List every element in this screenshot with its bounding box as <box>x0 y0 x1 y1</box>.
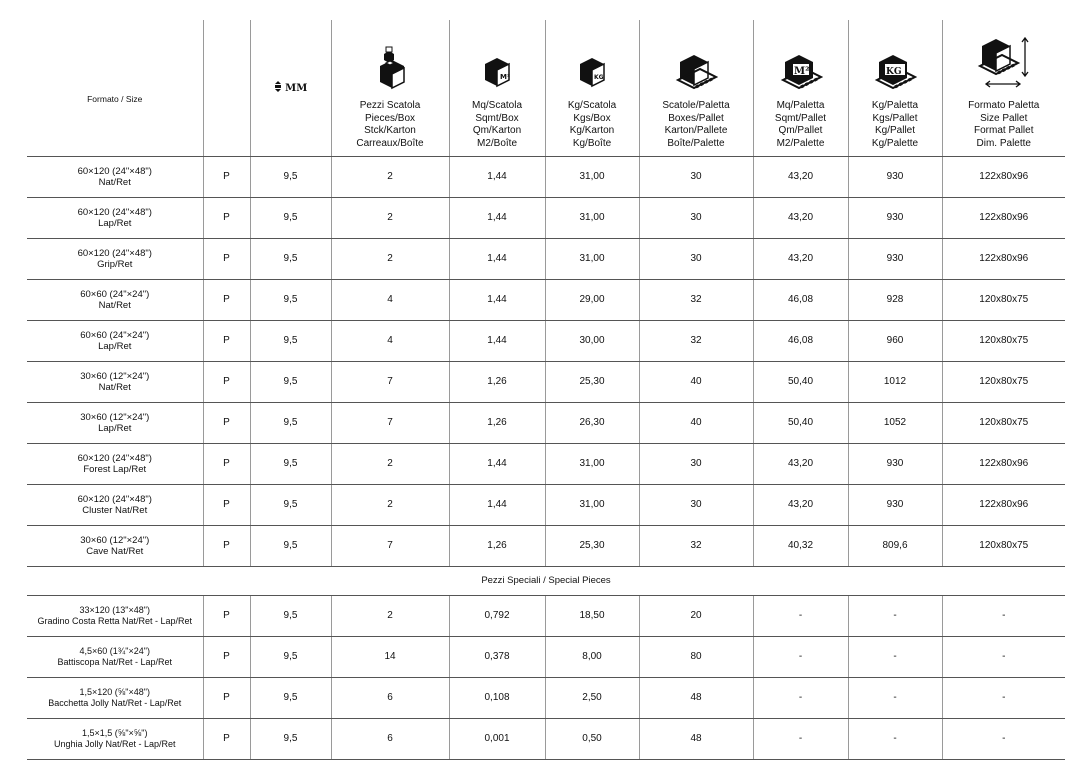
sqm-pallet-cell: 43,20 <box>753 198 848 239</box>
pieces-cell: 14 <box>331 637 449 678</box>
pallet-m2-label: M² <box>793 66 809 77</box>
header-kg-box <box>545 20 639 157</box>
header-pallet-size-line4: Dim. Palette <box>976 137 1031 149</box>
pieces-cell: 4 <box>331 280 449 321</box>
finish-label: Gradino Costa Retta Nat/Ret - Lap/Ret <box>37 616 193 626</box>
pallet-size-cell: 122x80x96 <box>942 444 1065 485</box>
special-rows <box>27 596 1065 760</box>
finish-label: Nat/Ret <box>98 177 131 188</box>
size-cell <box>27 198 203 239</box>
pallet-size-cell: 120x80x75 <box>942 321 1065 362</box>
boxes-pallet-cell: 32 <box>639 526 753 567</box>
pallet-m2-icon <box>779 50 823 90</box>
mm-cell: 9,5 <box>250 444 331 485</box>
sqm-box-cell: 1,44 <box>449 485 545 526</box>
pallet-size-cell: 120x80x75 <box>942 280 1065 321</box>
pallet-size-cell: - <box>942 637 1065 678</box>
pallet-size-cell: - <box>942 596 1065 637</box>
special-title: Pezzi Speciali / Special Pieces <box>27 567 1065 596</box>
size-cell <box>27 596 203 637</box>
pallet-kg-icon <box>873 50 917 90</box>
boxes-pallet-cell: 30 <box>639 485 753 526</box>
header-sqm-pallet-line2: Sqmt/Pallet <box>774 112 827 124</box>
box-tiles-icon <box>372 46 408 90</box>
header-kg-pallet-line4: Kg/Palette <box>871 137 919 149</box>
mm-cell: 9,5 <box>250 403 331 444</box>
sqm-box-cell: 1,44 <box>449 239 545 280</box>
kg-pallet-cell: - <box>848 596 942 637</box>
header-pieces-line1: Pezzi Scatola <box>359 100 421 111</box>
boxes-pallet-cell: 30 <box>639 444 753 485</box>
table-row <box>27 485 1065 526</box>
sqm-box-cell: 1,44 <box>449 321 545 362</box>
kg-pallet-cell: 960 <box>848 321 942 362</box>
sqm-pallet-cell: - <box>753 637 848 678</box>
mm-cell: 9,5 <box>250 719 331 760</box>
kg-box-cell: 31,00 <box>545 239 639 280</box>
header-mm <box>250 20 331 157</box>
table-row <box>27 157 1065 198</box>
table-row <box>27 637 1065 678</box>
mm-cell: 9,5 <box>250 157 331 198</box>
size-cell <box>27 239 203 280</box>
mm-cell: 9,5 <box>250 485 331 526</box>
thickness-icon <box>274 83 285 94</box>
pallet-size-cell: 122x80x96 <box>942 485 1065 526</box>
finish-label: Cluster Nat/Ret <box>82 505 148 516</box>
size-cell <box>27 678 203 719</box>
header-boxes-pallet <box>639 20 753 157</box>
pieces-cell: 6 <box>331 719 449 760</box>
pallet-size-cell: 120x80x75 <box>942 403 1065 444</box>
header-mm-label: MM <box>285 82 308 94</box>
header-kg-pallet-line1: Kg/Paletta <box>871 100 919 111</box>
header-pallet-size <box>942 20 1065 157</box>
size-label: 30×60 (12"×24") <box>80 411 150 423</box>
finish-label: Cave Nat/Ret <box>86 546 144 557</box>
table-row <box>27 719 1065 760</box>
special-title-row <box>27 567 1065 596</box>
kg-pallet-cell: 928 <box>848 280 942 321</box>
mm-cell: 9,5 <box>250 362 331 403</box>
pallet-size-cell: - <box>942 719 1065 760</box>
size-label: 30×60 (12"×24") <box>80 534 150 546</box>
size-label: 60×120 (24"×48") <box>77 165 152 177</box>
kg-box-cell: 30,00 <box>545 321 639 362</box>
boxes-pallet-cell: 40 <box>639 362 753 403</box>
header-formato: Formato / Size <box>27 20 203 157</box>
sqm-box-cell: 0,378 <box>449 637 545 678</box>
header-kg-box-line1: Kg/Scatola <box>567 100 617 111</box>
size-cell <box>27 321 203 362</box>
kg-pallet-cell: 1012 <box>848 362 942 403</box>
p-cell: P <box>203 157 250 198</box>
pieces-cell: 4 <box>331 321 449 362</box>
special-section <box>27 567 1065 596</box>
mm-cell: 9,5 <box>250 526 331 567</box>
size-label: 4,5×60 (1¾"×24") <box>79 645 150 656</box>
pallet-size-cell: - <box>942 678 1065 719</box>
table-row <box>27 239 1065 280</box>
boxes-pallet-cell: 48 <box>639 678 753 719</box>
kg-pallet-cell: 930 <box>848 444 942 485</box>
kg-box-cell: 31,00 <box>545 444 639 485</box>
sqm-box-cell: 1,26 <box>449 403 545 444</box>
size-cell <box>27 485 203 526</box>
header-pallet-size-line1: Formato Paletta <box>968 100 1040 111</box>
pallet-size-cell: 120x80x75 <box>942 362 1065 403</box>
sqm-box-cell: 1,44 <box>449 198 545 239</box>
header-row <box>27 20 1065 157</box>
size-cell <box>27 526 203 567</box>
kg-box-cell: 18,50 <box>545 596 639 637</box>
size-label: 1,5×120 (⅝"×48") <box>79 686 150 697</box>
sqm-pallet-cell: - <box>753 678 848 719</box>
size-label: 1,5×1,5 (⅝"×⅝") <box>82 727 148 738</box>
sqm-box-cell: 0,792 <box>449 596 545 637</box>
sqm-pallet-cell: 43,20 <box>753 239 848 280</box>
kg-box-cell: 0,50 <box>545 719 639 760</box>
box-kg-icon <box>574 54 610 90</box>
table-row <box>27 444 1065 485</box>
pallet-boxes-icon <box>674 50 718 90</box>
header-pallet-size-line2: Size Pallet <box>980 112 1028 124</box>
table-row <box>27 403 1065 444</box>
pallet-kg-label: KG <box>886 67 902 77</box>
header-kg-box-line2: Kgs/Box <box>573 112 611 124</box>
kg-box-cell: 2,50 <box>545 678 639 719</box>
sqm-box-cell: 0,001 <box>449 719 545 760</box>
finish-label: Forest Lap/Ret <box>83 464 147 475</box>
p-cell: P <box>203 403 250 444</box>
finish-label: Lap/Ret <box>98 341 132 352</box>
sqm-pallet-cell: 43,20 <box>753 157 848 198</box>
p-cell: P <box>203 596 250 637</box>
boxes-pallet-cell: 40 <box>639 403 753 444</box>
header-kg-box-line3: Kg/Karton <box>569 125 615 136</box>
mm-cell: 9,5 <box>250 321 331 362</box>
kg-pallet-cell: 930 <box>848 157 942 198</box>
boxes-pallet-cell: 32 <box>639 321 753 362</box>
mm-cell: 9,5 <box>250 239 331 280</box>
mm-cell: 9,5 <box>250 637 331 678</box>
kg-pallet-cell: 809,6 <box>848 526 942 567</box>
header-kg-pallet-line3: Kg/Pallet <box>874 125 916 136</box>
finish-label: Bacchetta Jolly Nat/Ret - Lap/Ret <box>48 698 182 708</box>
header-blank <box>203 20 250 157</box>
icon-kg-label: KG <box>594 74 604 81</box>
header-sqm-pallet-line3: Qm/Pallet <box>778 125 823 136</box>
kg-pallet-cell: 1052 <box>848 403 942 444</box>
kg-pallet-cell: 930 <box>848 198 942 239</box>
header-pieces-line2: Pieces/Box <box>364 112 416 124</box>
pieces-cell: 2 <box>331 157 449 198</box>
p-cell: P <box>203 321 250 362</box>
kg-pallet-cell: 930 <box>848 239 942 280</box>
pallet-dimensions-icon <box>976 36 1032 90</box>
boxes-pallet-cell: 30 <box>639 239 753 280</box>
header-pieces-line3: Stck/Karton <box>364 125 416 136</box>
sqm-pallet-cell: - <box>753 596 848 637</box>
mm-cell: 9,5 <box>250 198 331 239</box>
boxes-pallet-cell: 20 <box>639 596 753 637</box>
pieces-cell: 2 <box>331 444 449 485</box>
p-cell: P <box>203 444 250 485</box>
p-cell: P <box>203 719 250 760</box>
table-row <box>27 321 1065 362</box>
kg-pallet-cell: 930 <box>848 485 942 526</box>
p-cell: P <box>203 485 250 526</box>
size-cell <box>27 719 203 760</box>
finish-label: Battiscopa Nat/Ret - Lap/Ret <box>57 657 173 667</box>
p-cell: P <box>203 198 250 239</box>
size-cell <box>27 157 203 198</box>
size-label: 60×120 (24"×48") <box>77 452 152 464</box>
kg-box-cell: 31,00 <box>545 485 639 526</box>
pieces-cell: 7 <box>331 362 449 403</box>
packing-table-sheet <box>27 20 1065 760</box>
mm-cell: 9,5 <box>250 678 331 719</box>
sqm-box-cell: 1,44 <box>449 157 545 198</box>
table-row <box>27 678 1065 719</box>
sqm-box-cell: 1,44 <box>449 280 545 321</box>
kg-box-cell: 25,30 <box>545 526 639 567</box>
pieces-cell: 7 <box>331 403 449 444</box>
header-sqm-pallet-line4: M2/Palette <box>776 137 825 149</box>
table-row <box>27 198 1065 239</box>
header-pieces-line4: Carreaux/Boîte <box>356 137 424 149</box>
kg-box-cell: 31,00 <box>545 157 639 198</box>
finish-label: Nat/Ret <box>98 382 131 393</box>
p-cell: P <box>203 239 250 280</box>
sqm-box-cell: 1,26 <box>449 526 545 567</box>
size-cell <box>27 362 203 403</box>
sqm-pallet-cell: 46,08 <box>753 321 848 362</box>
header-kg-box-line4: Kg/Boîte <box>572 137 612 149</box>
sqm-pallet-cell: 43,20 <box>753 485 848 526</box>
pieces-cell: 2 <box>331 596 449 637</box>
sqm-pallet-cell: - <box>753 719 848 760</box>
p-cell: P <box>203 280 250 321</box>
header-pieces-box <box>331 20 449 157</box>
kg-box-cell: 26,30 <box>545 403 639 444</box>
kg-box-cell: 8,00 <box>545 637 639 678</box>
kg-pallet-cell: - <box>848 678 942 719</box>
kg-pallet-cell: - <box>848 637 942 678</box>
header-kg-pallet-line2: Kgs/Pallet <box>872 112 918 124</box>
boxes-pallet-cell: 48 <box>639 719 753 760</box>
sqm-pallet-cell: 50,40 <box>753 362 848 403</box>
boxes-pallet-cell: 32 <box>639 280 753 321</box>
sqm-pallet-cell: 46,08 <box>753 280 848 321</box>
kg-box-cell: 29,00 <box>545 280 639 321</box>
finish-label: Lap/Ret <box>98 218 132 229</box>
sqm-pallet-cell: 40,32 <box>753 526 848 567</box>
pallet-size-cell: 122x80x96 <box>942 239 1065 280</box>
size-cell <box>27 280 203 321</box>
header-sqm-box-line1: Mq/Scatola <box>471 100 523 111</box>
size-cell <box>27 444 203 485</box>
pieces-cell: 2 <box>331 239 449 280</box>
mm-cell: 9,5 <box>250 596 331 637</box>
size-cell <box>27 637 203 678</box>
header-sqm-pallet-line1: Mq/Paletta <box>776 100 825 111</box>
pieces-cell: 2 <box>331 485 449 526</box>
size-label: 60×60 (24"×24") <box>80 329 150 341</box>
boxes-pallet-cell: 30 <box>639 198 753 239</box>
size-cell <box>27 403 203 444</box>
finish-label: Lap/Ret <box>98 423 132 434</box>
icon-m2-label: M² <box>500 73 511 81</box>
kg-pallet-cell: - <box>848 719 942 760</box>
size-label: 60×60 (24"×24") <box>80 288 150 300</box>
p-cell: P <box>203 362 250 403</box>
sqm-pallet-cell: 43,20 <box>753 444 848 485</box>
kg-box-cell: 31,00 <box>545 198 639 239</box>
header-sqm-box-line4: M2/Boîte <box>476 137 518 149</box>
pieces-cell: 2 <box>331 198 449 239</box>
finish-label: Nat/Ret <box>98 300 131 311</box>
sqm-box-cell: 1,26 <box>449 362 545 403</box>
header-boxes-pallet-line4: Boîte/Palette <box>667 137 725 149</box>
sqm-box-cell: 0,108 <box>449 678 545 719</box>
table-row <box>27 526 1065 567</box>
header-boxes-pallet-line2: Boxes/Pallet <box>668 112 724 124</box>
pieces-cell: 6 <box>331 678 449 719</box>
sqm-box-cell: 1,44 <box>449 444 545 485</box>
pallet-size-cell: 122x80x96 <box>942 198 1065 239</box>
header-pallet-size-line3: Format Pallet <box>974 125 1034 136</box>
pallet-size-cell: 120x80x75 <box>942 526 1065 567</box>
header-sqm-box-line3: Qm/Karton <box>472 125 522 136</box>
p-cell: P <box>203 678 250 719</box>
header-kg-pallet <box>848 20 942 157</box>
finish-label: Unghia Jolly Nat/Ret - Lap/Ret <box>53 739 176 749</box>
p-cell: P <box>203 526 250 567</box>
mm-cell: 9,5 <box>250 280 331 321</box>
header-sqm-box <box>449 20 545 157</box>
boxes-pallet-cell: 30 <box>639 157 753 198</box>
header-boxes-pallet-line3: Karton/Pallete <box>664 125 728 136</box>
sqm-pallet-cell: 50,40 <box>753 403 848 444</box>
finish-label: Grip/Ret <box>97 259 133 270</box>
product-rows <box>27 157 1065 567</box>
pallet-size-cell: 122x80x96 <box>942 157 1065 198</box>
header-sqm-pallet <box>753 20 848 157</box>
size-label: 30×60 (12"×24") <box>80 370 150 382</box>
size-label: 60×120 (24"×48") <box>77 493 152 505</box>
table-row <box>27 596 1065 637</box>
header-boxes-pallet-line1: Scatole/Paletta <box>662 100 730 111</box>
size-label: 33×120 (13"×48") <box>79 604 150 615</box>
table-row <box>27 362 1065 403</box>
table-row <box>27 280 1065 321</box>
p-cell: P <box>203 637 250 678</box>
size-label: 60×120 (24"×48") <box>77 247 152 259</box>
boxes-pallet-cell: 80 <box>639 637 753 678</box>
kg-box-cell: 25,30 <box>545 362 639 403</box>
size-label: 60×120 (24"×48") <box>77 206 152 218</box>
pieces-cell: 7 <box>331 526 449 567</box>
header-sqm-box-line2: Sqmt/Box <box>475 112 519 124</box>
packing-table <box>27 20 1065 760</box>
box-m2-icon <box>479 54 515 90</box>
